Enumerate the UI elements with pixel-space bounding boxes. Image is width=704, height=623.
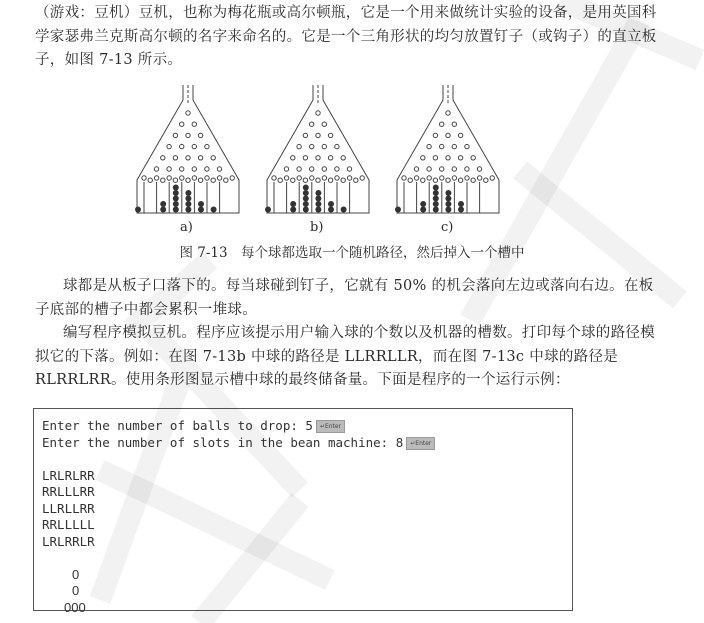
ball (173, 185, 179, 191)
peg (433, 178, 437, 182)
peg (446, 156, 450, 160)
peg (173, 133, 177, 137)
peg (192, 122, 196, 126)
ball (185, 207, 191, 213)
peg (335, 167, 339, 171)
ball (265, 207, 271, 213)
peg (186, 133, 190, 137)
peg (180, 144, 184, 148)
peg (421, 178, 425, 182)
peg (161, 156, 165, 160)
peg (186, 178, 190, 182)
ball (445, 201, 451, 207)
peg (316, 133, 320, 137)
ball (433, 190, 439, 196)
ball (420, 201, 426, 207)
peg (328, 178, 332, 182)
peg (316, 111, 320, 115)
peg (192, 167, 196, 171)
peg (148, 178, 152, 182)
ball (328, 207, 334, 213)
ball (315, 207, 321, 213)
peg (310, 176, 314, 180)
ball (173, 201, 179, 207)
peg (452, 144, 456, 148)
peg (408, 178, 412, 182)
ball (445, 190, 451, 196)
peg (458, 178, 462, 182)
prompt-text: Enter the number of balls to drop: (42, 418, 306, 433)
ball (198, 201, 204, 207)
ball (341, 207, 347, 213)
figure-caption: 图 7-13 每个球都选取一个随机路径，然后掉入一个槽中 (179, 245, 525, 261)
peg (458, 156, 462, 160)
peg (303, 178, 307, 182)
ball (185, 190, 191, 196)
peg (224, 178, 228, 182)
peg (471, 178, 475, 182)
enter-key-icon: ↵Enter (406, 437, 435, 450)
peg (452, 176, 456, 180)
peg (347, 167, 351, 171)
peg (303, 156, 307, 160)
peg (335, 176, 339, 180)
peg (310, 167, 314, 171)
histogram-row: 000 (64, 599, 86, 615)
peg (477, 176, 481, 180)
ball (395, 207, 401, 213)
peg (217, 167, 221, 171)
peg (303, 133, 307, 137)
ball (135, 207, 141, 213)
peg (471, 156, 475, 160)
peg (427, 176, 431, 180)
peg (205, 176, 209, 180)
ball (315, 201, 321, 207)
peg (427, 167, 431, 171)
path-line: LLRLLRR (42, 500, 95, 516)
peg (205, 167, 209, 171)
peg (198, 178, 202, 182)
ball (290, 207, 296, 213)
peg (316, 156, 320, 160)
peg (341, 178, 345, 182)
peg (154, 167, 158, 171)
peg (341, 156, 345, 160)
peg (198, 133, 202, 137)
peg (414, 167, 418, 171)
peg (322, 176, 326, 180)
prompt-line-1 (42, 418, 572, 435)
peg (335, 144, 339, 148)
user-input: 8 (395, 434, 404, 450)
peg (180, 167, 184, 171)
path-line: LRLRLRR (42, 467, 95, 483)
histogram-row: 0 (72, 583, 80, 598)
ball (173, 190, 179, 196)
ball (185, 196, 191, 202)
console-output (33, 408, 573, 615)
peg (477, 167, 481, 171)
peg (173, 156, 177, 160)
prompt-line-2 (42, 435, 572, 452)
peg (328, 133, 332, 137)
peg (272, 176, 276, 180)
ball (315, 190, 321, 196)
path-line: LRLRRLR (42, 533, 95, 549)
ball (173, 207, 179, 213)
peg (284, 167, 288, 171)
peg (173, 178, 177, 182)
path-line: RRLLLRR (42, 484, 95, 499)
peg (291, 156, 295, 160)
peg (322, 122, 326, 126)
peg (167, 176, 171, 180)
ball (445, 207, 451, 213)
ball (303, 185, 309, 191)
ball (458, 207, 464, 213)
peg (421, 156, 425, 160)
peg (316, 178, 320, 182)
peg (452, 122, 456, 126)
peg (490, 176, 494, 180)
ball (303, 201, 309, 207)
peg (440, 167, 444, 171)
peg (198, 156, 202, 160)
ball (198, 207, 204, 213)
prompt-text: Enter the number of slots in the bean machine: (42, 434, 396, 450)
peg (484, 178, 488, 182)
peg (354, 178, 358, 182)
peg (186, 111, 190, 115)
bean-machine-figure (0, 80, 704, 230)
ball (433, 207, 439, 213)
ball (433, 185, 439, 191)
peg (427, 144, 431, 148)
peg (180, 176, 184, 180)
enter-key-icon: ↵Enter (316, 420, 345, 433)
ball (420, 207, 426, 213)
peg (402, 176, 406, 180)
peg (465, 144, 469, 148)
ball (433, 201, 439, 207)
peg (414, 176, 418, 180)
peg (192, 176, 196, 180)
peg (322, 167, 326, 171)
peg (433, 156, 437, 160)
peg (347, 176, 351, 180)
peg (297, 167, 301, 171)
peg (297, 176, 301, 180)
ball (328, 201, 334, 207)
peg (180, 122, 184, 126)
path-line: RRLLLLL (42, 517, 95, 532)
peg (192, 144, 196, 148)
panel-label-b: b) (310, 220, 324, 235)
peg (452, 167, 456, 171)
ball (290, 201, 296, 207)
ball (173, 196, 179, 202)
peg (465, 167, 469, 171)
ball (315, 196, 321, 202)
ball (458, 201, 464, 207)
peg (154, 176, 158, 180)
peg (142, 176, 146, 180)
panel-label-a: a) (180, 220, 193, 235)
peg (167, 144, 171, 148)
ball (303, 190, 309, 196)
ball (303, 207, 309, 213)
ball (185, 201, 191, 207)
paragraph-2: 编写程序模拟豆机。程序应该提示用户输入球的个数以及机器的槽数。打印每个球的路径模拟它的下落。例如：在图 7-13b 中球的路径是 LLRRLLR，而在图 7-13c 中球的路径是 RLRRLRR。使用条形图显示槽中球的最终储备量。下面是程序的一个运行示例： (35, 325, 655, 388)
ball (303, 196, 309, 202)
peg (360, 176, 364, 180)
ball (211, 207, 217, 213)
ball (160, 207, 166, 213)
peg (433, 133, 437, 137)
peg (310, 144, 314, 148)
peg (446, 111, 450, 115)
paragraph-1: 球都是从板子口落下的。每当球碰到钉子，它就有 50% 的机会落向左边或落向右边。在板子底部的槽子中都会累积一堆球。 (35, 278, 654, 318)
intro-paragraph: （游戏：豆机）豆机，也称为梅花瓶或高尔顿瓶，它是一个用来做统计实验的设备，是用英国科学家瑟弗兰克斯高尔顿的名字来命名的。它是一个三角形状的均匀放置钉子（或钩子）的直立板子，如图 7-13 所示。 (35, 5, 657, 68)
peg (446, 133, 450, 137)
panel-label-c: c) (441, 220, 454, 235)
peg (297, 144, 301, 148)
peg (167, 167, 171, 171)
peg (310, 122, 314, 126)
peg (458, 133, 462, 137)
peg (440, 122, 444, 126)
user-input: 5 (305, 418, 313, 433)
peg (211, 178, 215, 182)
peg (217, 176, 221, 180)
peg (211, 156, 215, 160)
peg (205, 144, 209, 148)
peg (161, 178, 165, 182)
peg (440, 144, 444, 148)
peg (328, 156, 332, 160)
peg (284, 176, 288, 180)
peg (186, 156, 190, 160)
peg (465, 176, 469, 180)
histogram-row: 0 (72, 566, 80, 582)
ball (160, 201, 166, 207)
peg (278, 178, 282, 182)
peg (446, 178, 450, 182)
peg (230, 176, 234, 180)
peg (291, 178, 295, 182)
peg (322, 144, 326, 148)
ball (433, 196, 439, 202)
peg (440, 176, 444, 180)
ball (445, 196, 451, 202)
